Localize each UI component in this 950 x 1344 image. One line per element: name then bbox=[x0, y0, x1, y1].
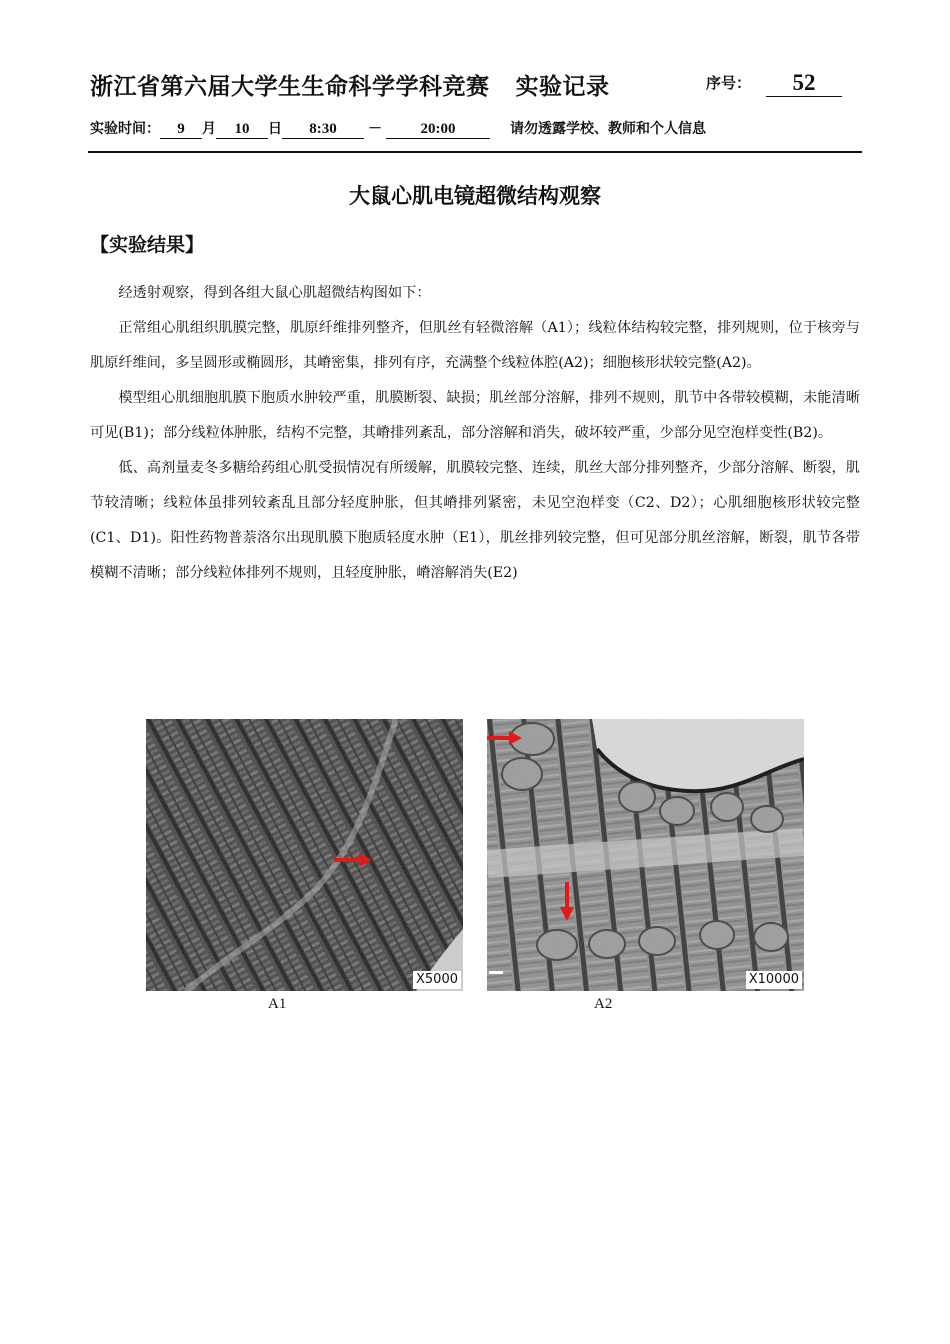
record-label: 实验记录 bbox=[515, 74, 610, 100]
month-unit: 月 bbox=[202, 121, 216, 137]
document-title: 大鼠心肌电镜超微结构观察 bbox=[349, 184, 601, 208]
caption-a1: A1 bbox=[268, 996, 287, 1012]
figure-a2-micrograph bbox=[487, 719, 804, 991]
caption-a2: A2 bbox=[594, 996, 613, 1012]
section-heading: 【实验结果】 bbox=[90, 234, 205, 256]
paragraph-intro: 经透射观察，得到各组大鼠心肌超微结构图如下： bbox=[118, 285, 431, 301]
figure-a1-micrograph bbox=[146, 719, 463, 991]
paragraph-normal-group: 正常组心肌组织肌膜完整，肌原纤维排列整齐，但肌丝有轻微溶解（A1）；线粒体结构较完整，排列规则，位于核旁与肌原纤维间，多呈圆形或椭圆形，其嵴密集，排列有序，充满整个线粒体腔(A2)；细胞核形状较完整(A2)。 bbox=[90, 320, 860, 371]
experiment-time-row bbox=[90, 118, 706, 139]
competition-name: 浙江省第六届大学生生命科学学科竞赛 bbox=[90, 74, 490, 100]
paragraph-treatment-groups: 低、高剂量麦冬多糖给药组心肌受损情况有所缓解，肌膜较完整、连续，肌丝大部分排列整齐，少部分溶解、断裂，肌节较清晰；线粒体虽排列较紊乱且部分轻度肿胀，但其嵴排列紧密，未见空泡样变（C2、D2）；心肌细胞核形状较完整(C1、D1)。阳性药物普萘洛尔出现肌膜下胞质轻度水肿（E1），肌丝排列较完整，但可见部分肌丝溶解，断裂，肌节各带模糊不清晰；部分线粒体排列不规则，且轻度肿胀，嵴溶解消失(E2) bbox=[90, 460, 860, 581]
header-title bbox=[90, 68, 610, 101]
time-label: 实验时间： bbox=[90, 121, 160, 137]
results-text bbox=[90, 276, 860, 591]
end-time: 20:00 bbox=[386, 121, 490, 139]
scale-bar bbox=[489, 971, 503, 974]
privacy-notice: 请勿透露学校、教师和个人信息 bbox=[510, 121, 706, 137]
header-divider bbox=[88, 151, 862, 153]
time-dash: － bbox=[368, 121, 382, 137]
serial-number: 52 bbox=[766, 70, 842, 97]
serial-label: 序号： bbox=[706, 74, 752, 92]
magnification-label-a1: X5000 bbox=[413, 971, 461, 989]
paragraph-model-group: 模型组心肌细胞肌膜下胞质水肿较严重，肌膜断裂、缺损；肌丝部分溶解，排列不规则，肌节中各带较模糊，未能清晰可见(B1)；部分线粒体肿胀，结构不完整，其嵴排列紊乱，部分溶解和消失，破坏较严重，少部分见空泡样变性(B2)。 bbox=[90, 390, 860, 441]
month-value: 9 bbox=[160, 121, 202, 139]
magnification-label-a2: X10000 bbox=[746, 971, 802, 989]
day-unit: 日 bbox=[268, 121, 282, 137]
start-time: 8:30 bbox=[282, 121, 364, 139]
day-value: 10 bbox=[216, 121, 268, 139]
